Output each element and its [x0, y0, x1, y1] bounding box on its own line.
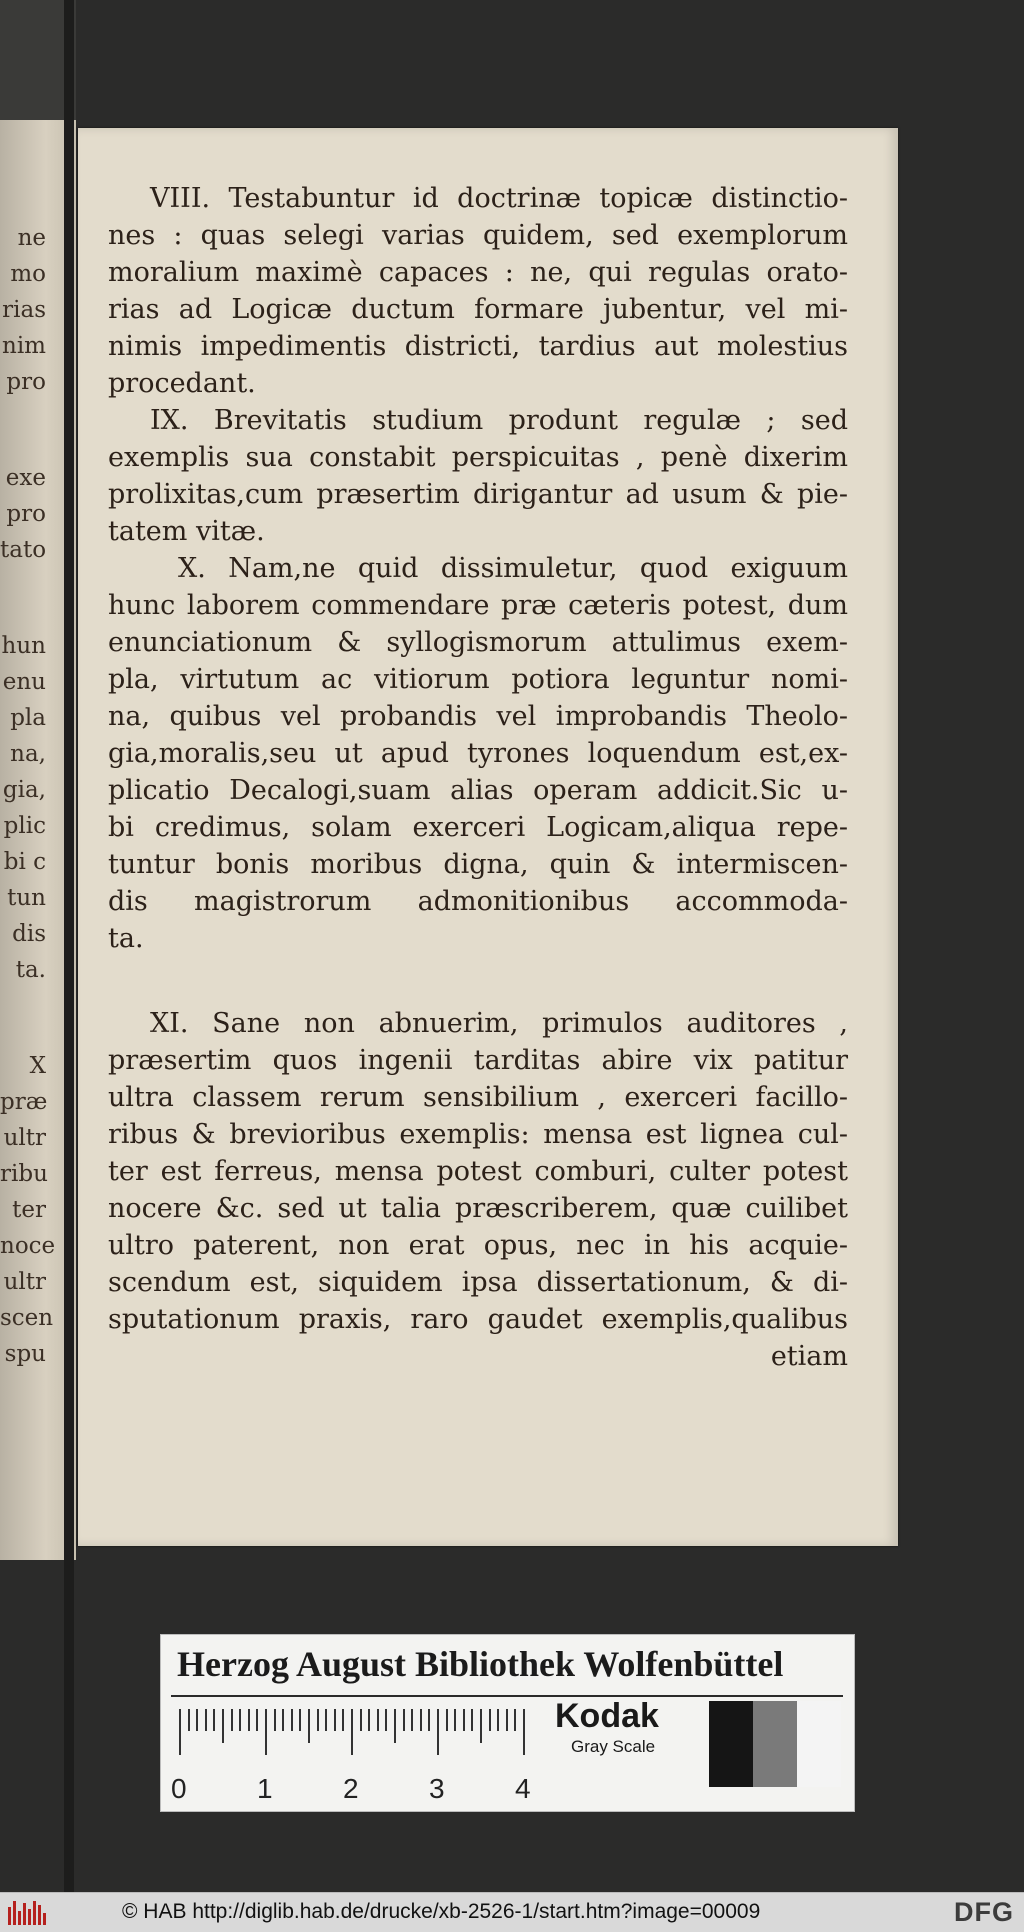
text-line: VIII. Testabuntur id doctrinæ topicæ distinctio-: [150, 183, 848, 214]
ruler-tick: [325, 1709, 327, 1731]
ruler-tick: [222, 1709, 224, 1743]
text-line: ultra classem rerum sensibilium , exerceri facillo-: [108, 1082, 848, 1113]
ruler-tick: [428, 1709, 430, 1731]
text-line: plicatio Decalogi,suam alias operam addicit.Sic u-: [108, 775, 848, 806]
text-line: bi credimus, solam exerceri Logicam,aliqua repe-: [108, 812, 848, 843]
text-line: XI. Sane non abnuerim, primulos auditores ,: [150, 1008, 848, 1039]
fragment: [0, 568, 46, 628]
hab-logo-icon: [8, 1901, 48, 1925]
color-target: [160, 1634, 855, 1812]
fragment: scen: [0, 1305, 54, 1331]
ruler-number: 0: [171, 1773, 187, 1804]
fragment: hun: [1, 633, 46, 659]
ruler-tick: [368, 1709, 370, 1731]
logo-bar: [28, 1909, 31, 1925]
ruler-tick: [334, 1709, 336, 1731]
fragment: ta.: [15, 957, 46, 983]
fragment: mo: [10, 261, 46, 287]
book-spine: [64, 0, 74, 1892]
text-line: procedant.: [108, 368, 256, 399]
fragment: ne: [17, 225, 46, 251]
fragment: pro: [6, 501, 46, 527]
ruler-tick: [213, 1709, 215, 1731]
text-line: IX. Brevitatis studium produnt regulæ ; sed: [150, 405, 848, 436]
ruler-tick: [394, 1709, 396, 1743]
ruler-tick: [188, 1709, 190, 1731]
ruler-tick: [308, 1709, 310, 1743]
fragment: na,: [10, 741, 46, 767]
text-line: moralium maximè capaces : ne, qui regulas orato-: [108, 257, 848, 288]
ruler-tick: [489, 1709, 491, 1731]
fragment: X: [29, 1053, 46, 1079]
text-line: scendum est, siquidem ipsa dissertationum, & di-: [108, 1267, 848, 1298]
library-name: Herzog August Bibliothek Wolfenbüttel: [177, 1644, 784, 1684]
ruler-tick: [231, 1709, 233, 1731]
text-line: nocere &c. sed ut talia præscriberem, quæ cuilibet: [108, 1193, 848, 1224]
ruler-tick: [403, 1709, 405, 1731]
ruler-tick: [274, 1709, 276, 1731]
text-line: ta.: [108, 923, 144, 954]
fragment: præ: [0, 1089, 48, 1115]
ruler-number: 4: [515, 1773, 531, 1804]
logo-bar: [38, 1905, 41, 1925]
dfg-logo: DFG: [954, 1897, 1014, 1927]
ruler-tick: [317, 1709, 319, 1731]
text-line: nes : quas selegi varias quidem, sed exemplorum: [108, 220, 848, 251]
fragment: tato: [0, 537, 47, 563]
logo-bar: [43, 1913, 46, 1925]
ruler-tick: [179, 1709, 181, 1755]
fragment: rias: [2, 297, 46, 323]
text-line: pla, virtutum ac vitiorum potiora leguntur nomi-: [108, 664, 848, 695]
ruler-tick: [471, 1709, 473, 1731]
fragment: pla: [10, 705, 46, 731]
ruler-tick: [342, 1709, 344, 1731]
gray-patch: [753, 1701, 797, 1787]
ruler-number: 2: [343, 1773, 359, 1804]
fragment: spu: [4, 1341, 46, 1367]
logo-bar: [18, 1911, 21, 1925]
text-line: dis magistrorum admonitionibus accommoda-: [108, 886, 848, 917]
ruler-tick: [377, 1709, 379, 1731]
fragment: exe: [5, 465, 46, 491]
logo-bar: [33, 1901, 36, 1925]
fragment: enu: [2, 669, 46, 695]
ruler-tick: [196, 1709, 198, 1731]
ruler-tick: [523, 1709, 525, 1755]
fragment: bi c: [3, 849, 46, 875]
ruler-tick: [248, 1709, 250, 1731]
fragment: ultr: [3, 1125, 46, 1151]
gray-scale-label: Gray Scale: [571, 1737, 656, 1756]
gray-patch: [709, 1701, 753, 1787]
text-line: X. Nam,ne quid dissimuletur, quod exiguum: [178, 553, 848, 584]
ruler-tick: [497, 1709, 499, 1731]
fragment: [0, 400, 46, 460]
logo-bar: [13, 1901, 16, 1925]
ruler-tick: [463, 1709, 465, 1731]
text-line: prolixitas,cum præsertim dirigantur ad usum & pie-: [108, 479, 848, 510]
text-line: ribus & brevioribus exemplis: mensa est lignea cul-: [108, 1119, 848, 1150]
ruler-number: 3: [429, 1773, 445, 1804]
fragment: [0, 988, 46, 1048]
text-line: gia,moralis,seu ut apud tyrones loquendum est,ex-: [108, 738, 848, 769]
logo-bar: [23, 1903, 26, 1925]
fragment: gia,: [2, 777, 46, 803]
ruler-tick: [420, 1709, 422, 1731]
fragment: dis: [12, 921, 46, 947]
text-line: tatem vitæ.: [108, 516, 265, 547]
fragment: ter: [12, 1197, 46, 1223]
text-line: exemplis sua constabit perspicuitas , penè dixerim: [108, 442, 848, 473]
logo-bar: [8, 1907, 11, 1925]
text-line: sputationum praxis, raro gaudet exemplis,qualibus: [108, 1304, 848, 1335]
ruler-tick: [454, 1709, 456, 1731]
ruler-tick: [299, 1709, 301, 1731]
ruler-tick: [480, 1709, 482, 1743]
fragment: nim: [2, 333, 46, 359]
text-line: ter est ferreus, mensa potest comburi, culter potest: [108, 1156, 848, 1187]
target-divider: [171, 1695, 843, 1697]
ruler-tick: [239, 1709, 241, 1731]
ruler-tick: [385, 1709, 387, 1731]
ruler-tick: [265, 1709, 267, 1755]
ruler: [171, 1705, 531, 1805]
text-line: etiam: [770, 1341, 848, 1372]
book-page: [78, 128, 898, 1546]
text-line: præsertim quos ingenii tarditas abire vix patitur: [108, 1045, 848, 1076]
ruler-tick: [437, 1709, 439, 1755]
fragment: ribu: [0, 1161, 48, 1187]
paragraph-gap: [108, 957, 848, 1005]
ruler-tick: [411, 1709, 413, 1731]
text-line: na, quibus vel probandis vel improbandis Theolo-: [108, 701, 848, 732]
ruler-number: 1: [257, 1773, 273, 1804]
ruler-tick: [514, 1709, 516, 1731]
footer-bar: [0, 1892, 1024, 1932]
ruler-tick: [446, 1709, 448, 1731]
ruler-tick: [291, 1709, 293, 1731]
page-text: [108, 180, 848, 1375]
text-line: enunciationum & syllogismorum attulimus exem-: [108, 627, 848, 658]
text-line: hunc laborem commendare præ cæteris potest, dum: [108, 590, 848, 621]
text-line: rias ad Logicæ ductum formare jubentur, vel mi-: [108, 294, 848, 325]
footer-url[interactable]: © HAB http://diglib.hab.de/drucke/xb-2526-1/start.htm?image=00009: [122, 1900, 761, 1923]
ruler-tick: [506, 1709, 508, 1731]
text-line: tuntur bonis moribus digna, quin & intermiscen-: [108, 849, 848, 880]
ruler-tick: [205, 1709, 207, 1731]
fragment: noce: [0, 1233, 56, 1259]
fragment: tun: [7, 885, 46, 911]
ruler-tick: [360, 1709, 362, 1731]
ruler-tick: [351, 1709, 353, 1755]
fragment: pro: [6, 369, 46, 395]
ruler-tick: [256, 1709, 258, 1731]
fragment: ultr: [3, 1269, 46, 1295]
gray-patch: [797, 1701, 841, 1787]
text-line: ultro paterent, non erat opus, nec in his acquie-: [108, 1230, 848, 1261]
text-line: nimis impedimentis districti, tardius aut molestius: [108, 331, 848, 362]
ruler-tick: [282, 1709, 284, 1731]
previous-page-fragments: [0, 220, 56, 1372]
fragment: plic: [3, 813, 46, 839]
kodak-logo-text: Kodak: [555, 1697, 659, 1735]
